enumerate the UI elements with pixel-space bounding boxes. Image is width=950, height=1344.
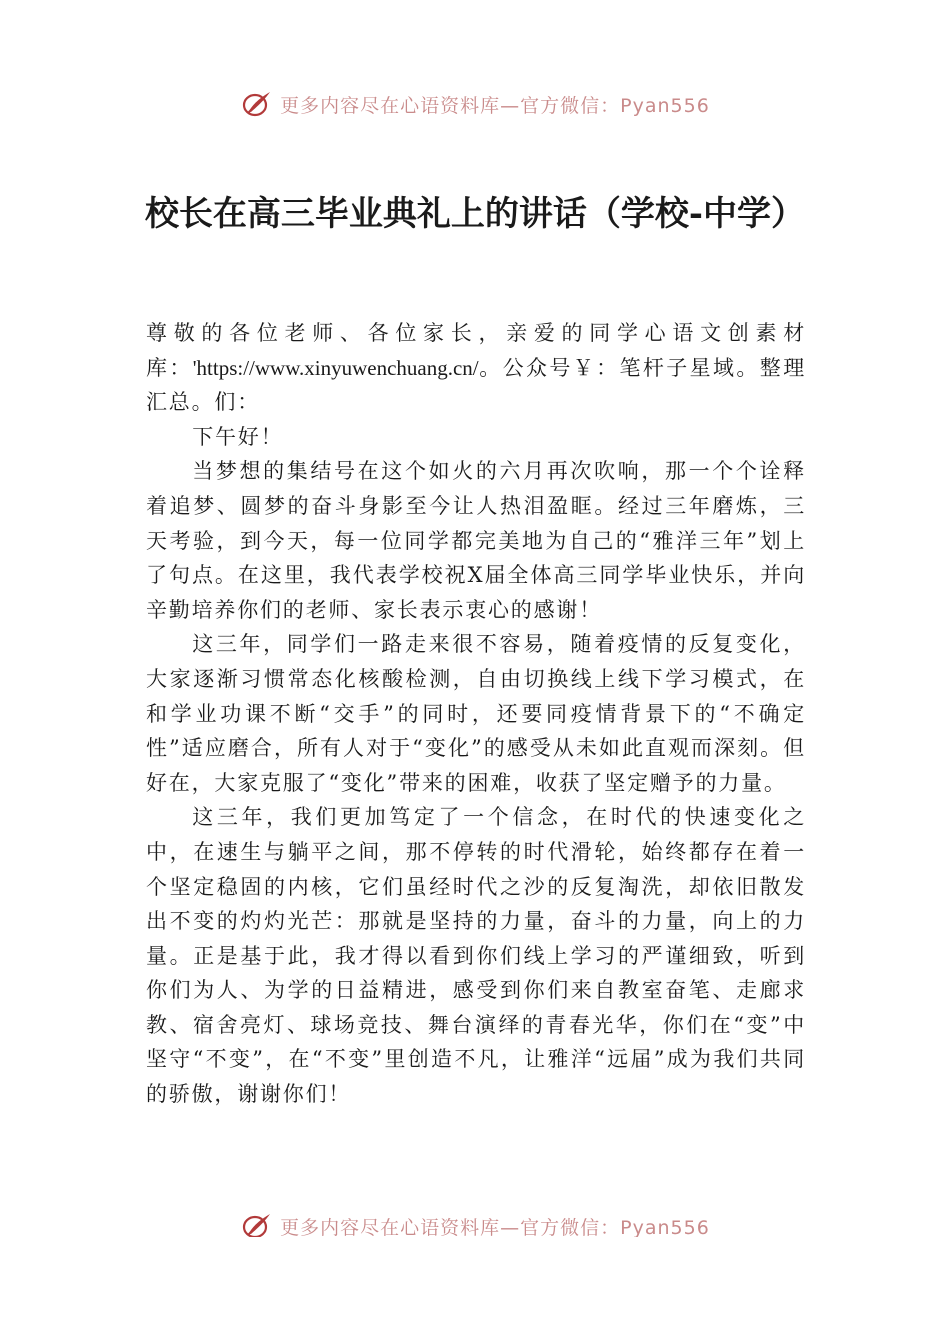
watermark-text: 更多内容尽在心语资料库—官方微信：Pyan556 (280, 94, 710, 117)
footer-watermark (0, 1207, 950, 1237)
greeting-url: 'https://www.xinyuwenchuang.cn/ (192, 355, 479, 380)
pen-quill-logo-icon (240, 89, 274, 119)
document-body (146, 316, 806, 1112)
watermark-text: 更多内容尽在心语资料库—官方微信：Pyan556 (280, 1216, 710, 1237)
paragraph: 这三年，我们更加笃定了一个信念，在时代的快速变化之中，在速生与躺平之间，那不停转的时代滑轮，始终都存在着一个坚定稳固的内核，它们虽经时代之沙的反复淘洗，却依旧散发出不变的灼灼光芒：那就是坚持的力量，奋斗的力量，向上的力量。正是基于此，我才得以看到你们线上学习的严谨细致，听到你们为人、为学的日益精进，感受到你们来自教室奋笔、走廊求教、宿舍亮灯、球场竞技、舞台演绎的青春光华，你们在“变”中坚守“不变”，在“不变”里创造不凡，让雅洋“远届”成为我们共同的骄傲，谢谢你们！ (146, 805, 806, 1107)
paragraph: 当梦想的集结号在这个如火的六月再次吹响，那一个个诠释着追梦、圆梦的奋斗身影至今让人热泪盈眶。经过三年磨炼，三天考验，到今天，每一位同学都完美地为自己的“雅洋三年”划上了句点。在这里，我代表学校祝X届全体高三同学毕业快乐，并向辛勤培养你们的老师、家长表示衷心的感谢！ (146, 459, 806, 622)
greeting-suffix: 。公众号￥：笔杆子星域。整理汇总。们： (146, 355, 806, 415)
greeting-paragraph (146, 316, 806, 420)
paragraph: 这三年，同学们一路走来很不容易，随着疫情的反复变化，大家逐渐习惯常态化核酸检测，自由切换线上线下学习模式，在和学业功课不断“交手”的同时，还要同疫情背景下的“不确定性”适应磨合，所有人对于“变化”的感受从未如此直观而深刻。但好在，大家克服了“变化”带来的困难，收获了坚定赠予的力量。 (146, 632, 806, 795)
paragraph: 下午好！ (192, 424, 284, 449)
greeting-prefix: 尊敬的各位老师、各位家长，亲爱的同学心语文创素材库： (146, 321, 806, 380)
document-title: 校长在高三毕业典礼上的讲话（学校-中学） (144, 194, 806, 234)
pen-quill-logo-icon (240, 1211, 274, 1237)
header-watermark (0, 86, 950, 122)
